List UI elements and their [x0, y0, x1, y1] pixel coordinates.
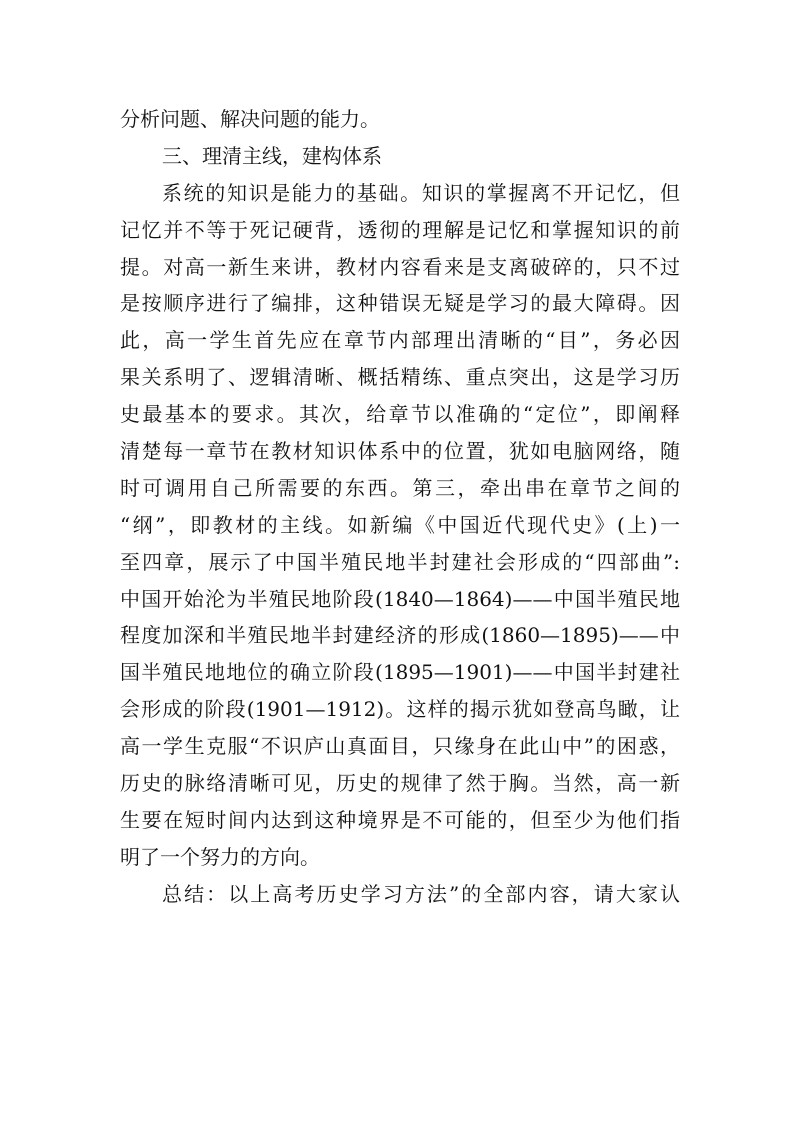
paragraph-line: 历史的脉络清晰可见，历史的规律了然于胸。当然，高一新: [120, 771, 680, 796]
paragraph-line: 记忆并不等于死记硬背，透彻的理解是记忆和掌握知识的前: [120, 217, 680, 242]
paragraph-line: 提。对高一新生来讲，教材内容看来是支离破碎的，只不过: [120, 254, 680, 279]
paragraph-line: “纲”，即教材的主线。如新编《中国近代现代史》(上)一: [120, 512, 680, 537]
paragraph-line: 生要在短时间内达到这种境界是不可能的，但至少为他们指: [120, 807, 680, 832]
paragraph-line: 总结：以上高考历史学习方法”的全部内容，请大家认: [162, 881, 680, 906]
paragraph-line: 分析问题、解决问题的能力。: [120, 107, 380, 131]
paragraph-line: 时可调用自己所需要的东西。第三，牵出串在章节之间的: [120, 475, 680, 500]
paragraph-line: 高一学生克服“不识庐山真面目，只缘身在此山中”的困惑，: [120, 734, 680, 759]
paragraph-line: 史最基本的要求。其次，给章节以准确的“定位”，即阐释: [120, 402, 680, 427]
paragraph-line: 明了一个努力的方向。: [120, 844, 320, 869]
paragraph-line: 系统的知识是能力的基础。知识的掌握离不开记忆，但: [162, 180, 680, 205]
paragraph-line: 清楚每一章节在教材知识体系中的位置，犹如电脑网络，随: [120, 439, 680, 464]
paragraph-line: 会形成的阶段(1901—1912)。这样的揭示犹如登高鸟瞰，让: [120, 697, 680, 722]
paragraph-line: 此，高一学生首先应在章节内部理出清晰的“目”，务必因: [120, 328, 680, 353]
paragraph-line: 是按顺序进行了编排，这种错误无疑是学习的最大障碍。因: [120, 291, 680, 316]
paragraph-line: 果关系明了、逻辑清晰、概括精练、重点突出，这是学习历: [120, 365, 680, 390]
section-heading: 三、理清主线，建构体系: [162, 143, 382, 168]
paragraph-line: 国半殖民地地位的确立阶段(1895—1901)——中国半封建社: [120, 660, 680, 685]
paragraph-line: 至四章，展示了中国半殖民地半封建社会形成的“四部曲”:: [120, 549, 680, 574]
body-text: [120, 101, 680, 913]
paragraph-line: 中国开始沦为半殖民地阶段(1840—1864)——中国半殖民地: [120, 586, 680, 611]
paragraph-line: 程度加深和半殖民地半封建经济的形成(1860—1895)——中: [120, 623, 680, 648]
